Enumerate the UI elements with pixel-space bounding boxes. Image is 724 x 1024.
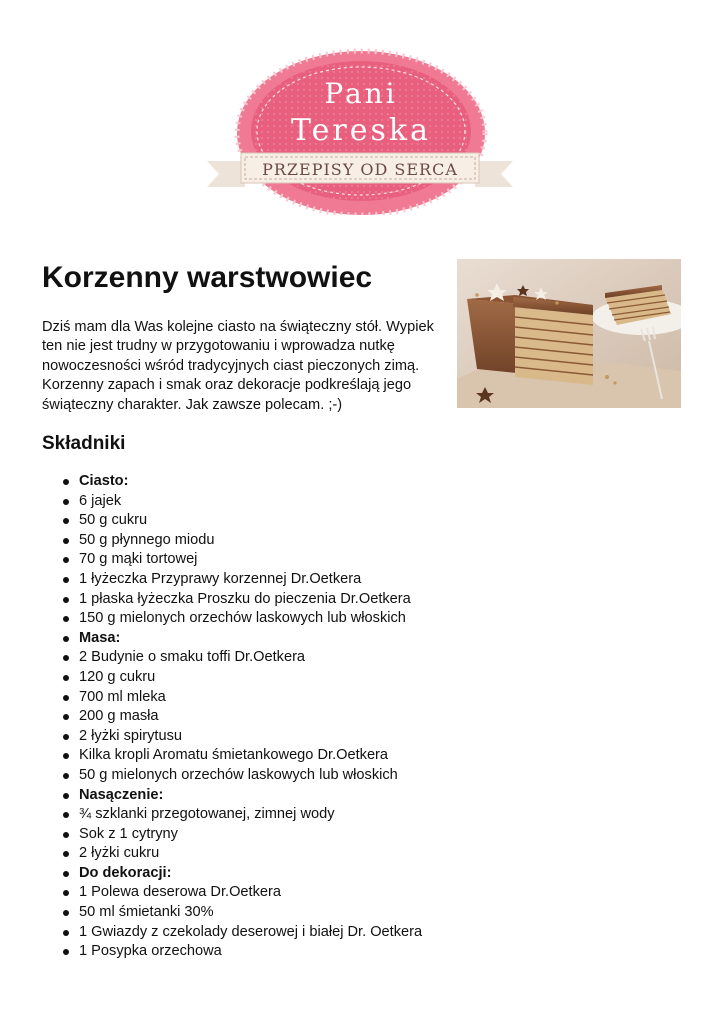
recipe-photo xyxy=(457,259,681,408)
ingredient-item: 1 Gwiazdy z czekolady deserowej i białej Dr. Oetkera xyxy=(42,923,682,943)
ingredient-item: 50 g cukru xyxy=(42,511,682,531)
ingredient-item: 1 płaska łyżeczka Proszku do pieczenia Dr.Oetkera xyxy=(42,590,682,610)
ingredient-group-heading: Ciasto: xyxy=(42,472,682,492)
recipe-intro: Dziś mam dla Was kolejne ciasto na świąteczny stół. Wypiek ten nie jest trudny w przygotowaniu i wprowadza nutkę nowoczesności wśród tradycyjnych ciast pieczonych zimą. Korzenny zapach i smak oraz dekoracje podkreślają jego świąteczny charakter. Jak zawsze polecam. ;-) xyxy=(42,319,434,413)
ingredient-item: 120 g cukru xyxy=(42,668,682,688)
ingredient-item: 1 Polewa deserowa Dr.Oetkera xyxy=(42,883,682,903)
ribbon-right-tail xyxy=(475,161,513,187)
ingredient-item: 70 g mąki tortowej xyxy=(42,550,682,570)
ingredient-item: 700 ml mleka xyxy=(42,688,682,708)
ingredient-item: 2 łyżki cukru xyxy=(42,844,682,864)
ingredient-group-heading: Masa: xyxy=(42,629,682,649)
ingredients-heading: Składniki xyxy=(42,433,126,454)
ingredient-group-heading: Nasączenie: xyxy=(42,786,682,806)
recipe-title: Korzenny warstwowiec xyxy=(42,261,373,294)
ingredient-item: 2 łyżki spirytusu xyxy=(42,727,682,747)
ingredient-item: 2 Budynie o smaku toffi Dr.Oetkera xyxy=(42,648,682,668)
logo-line2: Tereska xyxy=(291,113,431,148)
cake-photo-graphic xyxy=(457,259,681,408)
ingredient-item: Kilka kropli Aromatu śmietankowego Dr.Oetkera xyxy=(42,746,682,766)
ingredient-item: 50 ml śmietanki 30% xyxy=(42,903,682,923)
ingredient-item: 150 g mielonych orzechów laskowych lub włoskich xyxy=(42,609,682,629)
ingredients-list xyxy=(42,472,682,962)
site-logo xyxy=(205,45,515,215)
ingredient-item: 6 jajek xyxy=(42,492,682,512)
ingredient-item: ¾ szklanki przegotowanej, zimnej wody xyxy=(42,805,682,825)
logo-line1: Pani xyxy=(324,77,398,110)
ingredient-item: Sok z 1 cytryny xyxy=(42,825,682,845)
ribbon-left-tail xyxy=(207,161,245,187)
ingredient-item: 200 g masła xyxy=(42,707,682,727)
ingredient-item: 50 g płynnego miodu xyxy=(42,531,682,551)
ingredient-group-heading: Do dekoracji: xyxy=(42,864,682,884)
ingredient-item: 1 Posypka orzechowa xyxy=(42,942,682,962)
ingredient-item: 1 łyżeczka Przyprawy korzennej Dr.Oetkera xyxy=(42,570,682,590)
logo-graphic xyxy=(205,45,515,215)
ingredient-item: 50 g mielonych orzechów laskowych lub włoskich xyxy=(42,766,682,786)
logo-ribbon-text: PRZEPISY OD SERCA xyxy=(262,160,458,179)
